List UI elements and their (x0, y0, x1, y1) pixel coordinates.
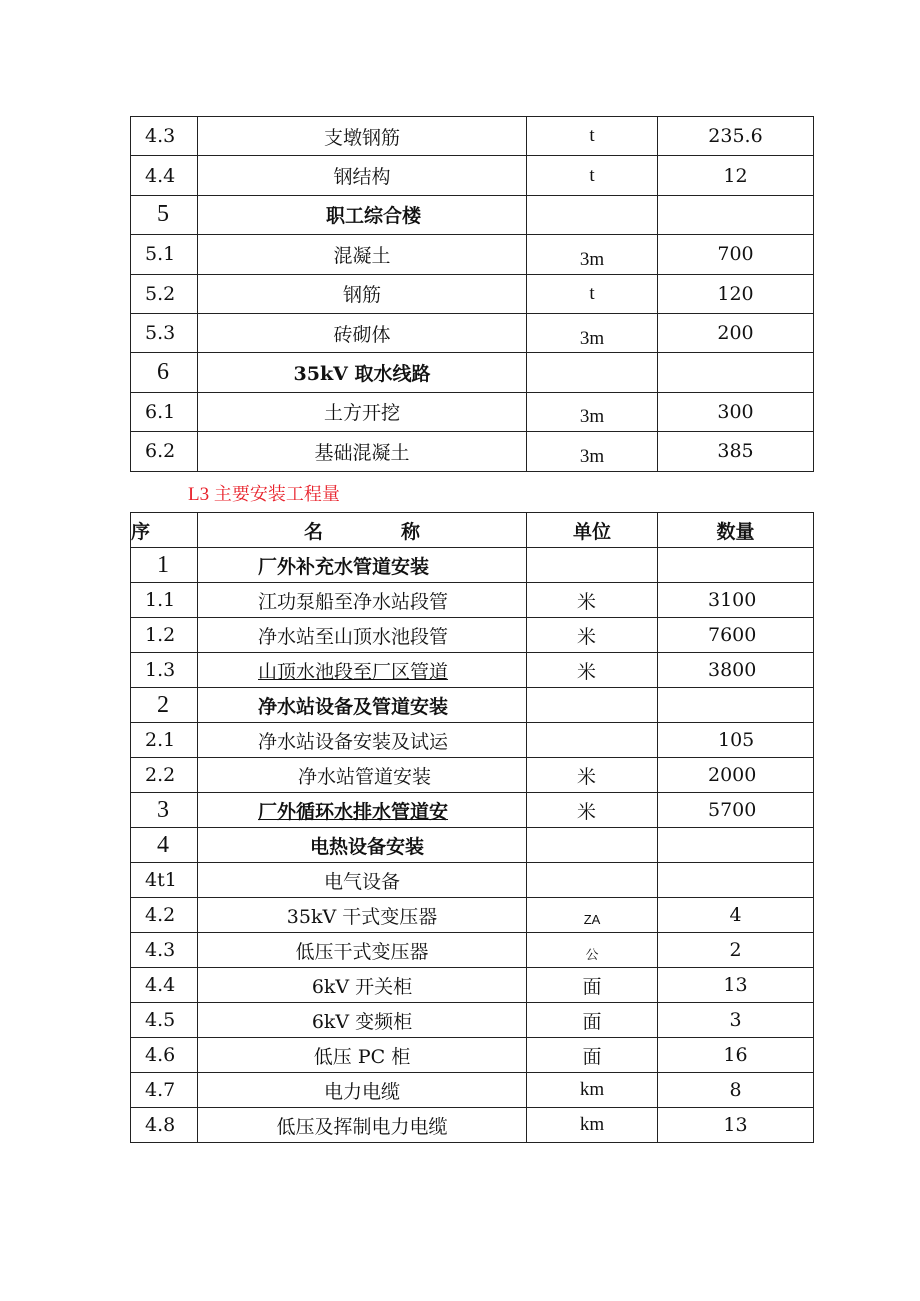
item-quantity (658, 863, 814, 898)
item-unit: 米 (527, 653, 658, 688)
row-number: 4t1 (131, 863, 198, 898)
item-unit: 米 (527, 618, 658, 653)
item-name: 电力电缆 (198, 1073, 527, 1108)
item-unit: 面 (527, 1038, 658, 1073)
item-name: 砖砌体 (198, 313, 527, 352)
header-quantity: 数量 (658, 513, 814, 548)
row-number: 5.2 (131, 274, 198, 313)
item-unit (527, 432, 658, 471)
item-unit (527, 933, 658, 968)
construction-quantities-table (130, 116, 814, 472)
row-number: 4.6 (131, 1038, 198, 1073)
item-unit: 面 (527, 968, 658, 1003)
table-row (131, 723, 814, 758)
item-name: 江功泵船至净水站段管 (198, 583, 527, 618)
item-unit: 面 (527, 1003, 658, 1038)
table-row (131, 653, 814, 688)
item-quantity: 700 (658, 235, 814, 274)
section-name (198, 793, 527, 828)
section-row (131, 793, 814, 828)
item-quantity (658, 353, 814, 392)
item-quantity (658, 195, 814, 234)
table-row (131, 1038, 814, 1073)
row-number: 1.2 (131, 618, 198, 653)
item-quantity: 235.6 (658, 117, 814, 156)
item-quantity: 13 (658, 968, 814, 1003)
table-row (131, 235, 814, 274)
table-row (131, 156, 814, 195)
row-number: 1.3 (131, 653, 198, 688)
item-name: 混凝土 (198, 235, 527, 274)
header-name (198, 513, 527, 548)
item-name: 净水站至山顶水池段管 (198, 618, 527, 653)
item-quantity: 3100 (658, 583, 814, 618)
item-unit: km (527, 1073, 658, 1108)
item-quantity: 5700 (658, 793, 814, 828)
item-unit (527, 723, 658, 758)
item-unit: t (527, 156, 658, 195)
section-name: 35kV 取水线路 (198, 353, 527, 392)
item-unit (527, 828, 658, 863)
item-quantity: 120 (658, 274, 814, 313)
table-row (131, 392, 814, 431)
item-name: 钢结构 (198, 156, 527, 195)
caption-text: 主要安装工程量 (213, 484, 340, 505)
item-name: 基础混凝土 (198, 432, 527, 471)
item-quantity: 3800 (658, 653, 814, 688)
row-number: 2.2 (131, 758, 198, 793)
item-name-text: 山顶水池段至厂区管道 (258, 660, 449, 683)
section-number: 4 (131, 828, 198, 863)
section-number: 3 (131, 793, 198, 828)
row-number: 5.3 (131, 313, 198, 352)
table-row (131, 863, 814, 898)
unit-text: ZA (583, 912, 601, 927)
item-quantity: 13 (658, 1108, 814, 1143)
item-name: 电气设备 (198, 863, 527, 898)
item-name: 土方开挖 (198, 392, 527, 431)
row-number: 4.4 (131, 968, 198, 1003)
unit-text: 3m (579, 406, 605, 428)
table-row (131, 618, 814, 653)
section-name: 厂外补充水管道安装 (198, 548, 527, 583)
section-row (131, 353, 814, 392)
header-unit: 单位 (527, 513, 658, 548)
header-name-a: 名 (303, 520, 323, 543)
row-number: 2.1 (131, 723, 198, 758)
table-row (131, 117, 814, 156)
unit-text: 3m (579, 248, 605, 270)
item-quantity: 105 (658, 723, 814, 758)
item-unit: t (527, 274, 658, 313)
item-unit: km (527, 1108, 658, 1143)
section-row (131, 195, 814, 234)
item-quantity: 7600 (658, 618, 814, 653)
table-header-row (131, 513, 814, 548)
row-number: 4.3 (131, 117, 198, 156)
section-number: 1 (131, 548, 198, 583)
table-caption (188, 480, 340, 506)
table-row (131, 1108, 814, 1143)
row-number: 6.2 (131, 432, 198, 471)
item-name: 低压 PC 柜 (198, 1038, 527, 1073)
row-number: 4.4 (131, 156, 198, 195)
header-number: 序 (131, 513, 198, 548)
item-quantity: 12 (658, 156, 814, 195)
table-row (131, 898, 814, 933)
item-name: 净水站设备安装及试运 (198, 723, 527, 758)
item-quantity: 385 (658, 432, 814, 471)
table-row (131, 933, 814, 968)
section-name: 职工综合楼 (198, 195, 527, 234)
item-quantity: 16 (658, 1038, 814, 1073)
table-row (131, 432, 814, 471)
section-name: 净水站设备及管道安装 (198, 688, 527, 723)
item-quantity: 2 (658, 933, 814, 968)
item-name: 钢筋 (198, 274, 527, 313)
header-name-b: 称 (401, 520, 421, 543)
section-row (131, 688, 814, 723)
item-name: 6kV 变频柜 (198, 1003, 527, 1038)
item-name (198, 653, 527, 688)
row-number: 4.3 (131, 933, 198, 968)
item-quantity (658, 828, 814, 863)
item-quantity: 300 (658, 392, 814, 431)
table-row (131, 274, 814, 313)
item-unit (527, 898, 658, 933)
row-number: 4.2 (131, 898, 198, 933)
section-row (131, 828, 814, 863)
item-unit (527, 392, 658, 431)
item-name: 35kV 干式变压器 (198, 898, 527, 933)
item-quantity (658, 688, 814, 723)
row-number: 1.1 (131, 583, 198, 618)
item-quantity: 4 (658, 898, 814, 933)
row-number: 4.7 (131, 1073, 198, 1108)
unit-text: 公 (585, 947, 599, 962)
table-row (131, 1073, 814, 1108)
item-name: 净水站管道安装 (198, 758, 527, 793)
item-name: 支墩钢筋 (198, 117, 527, 156)
item-quantity: 8 (658, 1073, 814, 1108)
section-row (131, 548, 814, 583)
item-unit (527, 863, 658, 898)
table-row (131, 313, 814, 352)
table-row (131, 1003, 814, 1038)
installation-quantities-table (130, 512, 814, 1143)
row-number: 4.8 (131, 1108, 198, 1143)
item-quantity: 200 (658, 313, 814, 352)
item-unit: t (527, 117, 658, 156)
table-row (131, 758, 814, 793)
item-quantity: 3 (658, 1003, 814, 1038)
item-quantity (658, 548, 814, 583)
item-name: 低压及挥制电力电缆 (198, 1108, 527, 1143)
item-name: 6kV 开关柜 (198, 968, 527, 1003)
table-row (131, 968, 814, 1003)
row-number: 5.1 (131, 235, 198, 274)
item-unit: 米 (527, 758, 658, 793)
item-unit (527, 353, 658, 392)
section-number: 5 (131, 195, 198, 234)
item-name: 低压干式变压器 (198, 933, 527, 968)
item-unit: 米 (527, 793, 658, 828)
item-unit (527, 235, 658, 274)
unit-text: 3m (579, 327, 605, 349)
caption-prefix: L3 (188, 484, 214, 505)
section-name-text: 厂外循环水排水管道安 (258, 800, 449, 823)
section-number: 2 (131, 688, 198, 723)
item-unit (527, 688, 658, 723)
row-number: 4.5 (131, 1003, 198, 1038)
item-unit (527, 548, 658, 583)
item-unit (527, 195, 658, 234)
section-name: 电热设备安装 (198, 828, 527, 863)
section-number: 6 (131, 353, 198, 392)
item-unit (527, 313, 658, 352)
table-row (131, 583, 814, 618)
item-quantity: 2000 (658, 758, 814, 793)
row-number: 6.1 (131, 392, 198, 431)
item-unit: 米 (527, 583, 658, 618)
unit-text: 3m (579, 445, 605, 467)
